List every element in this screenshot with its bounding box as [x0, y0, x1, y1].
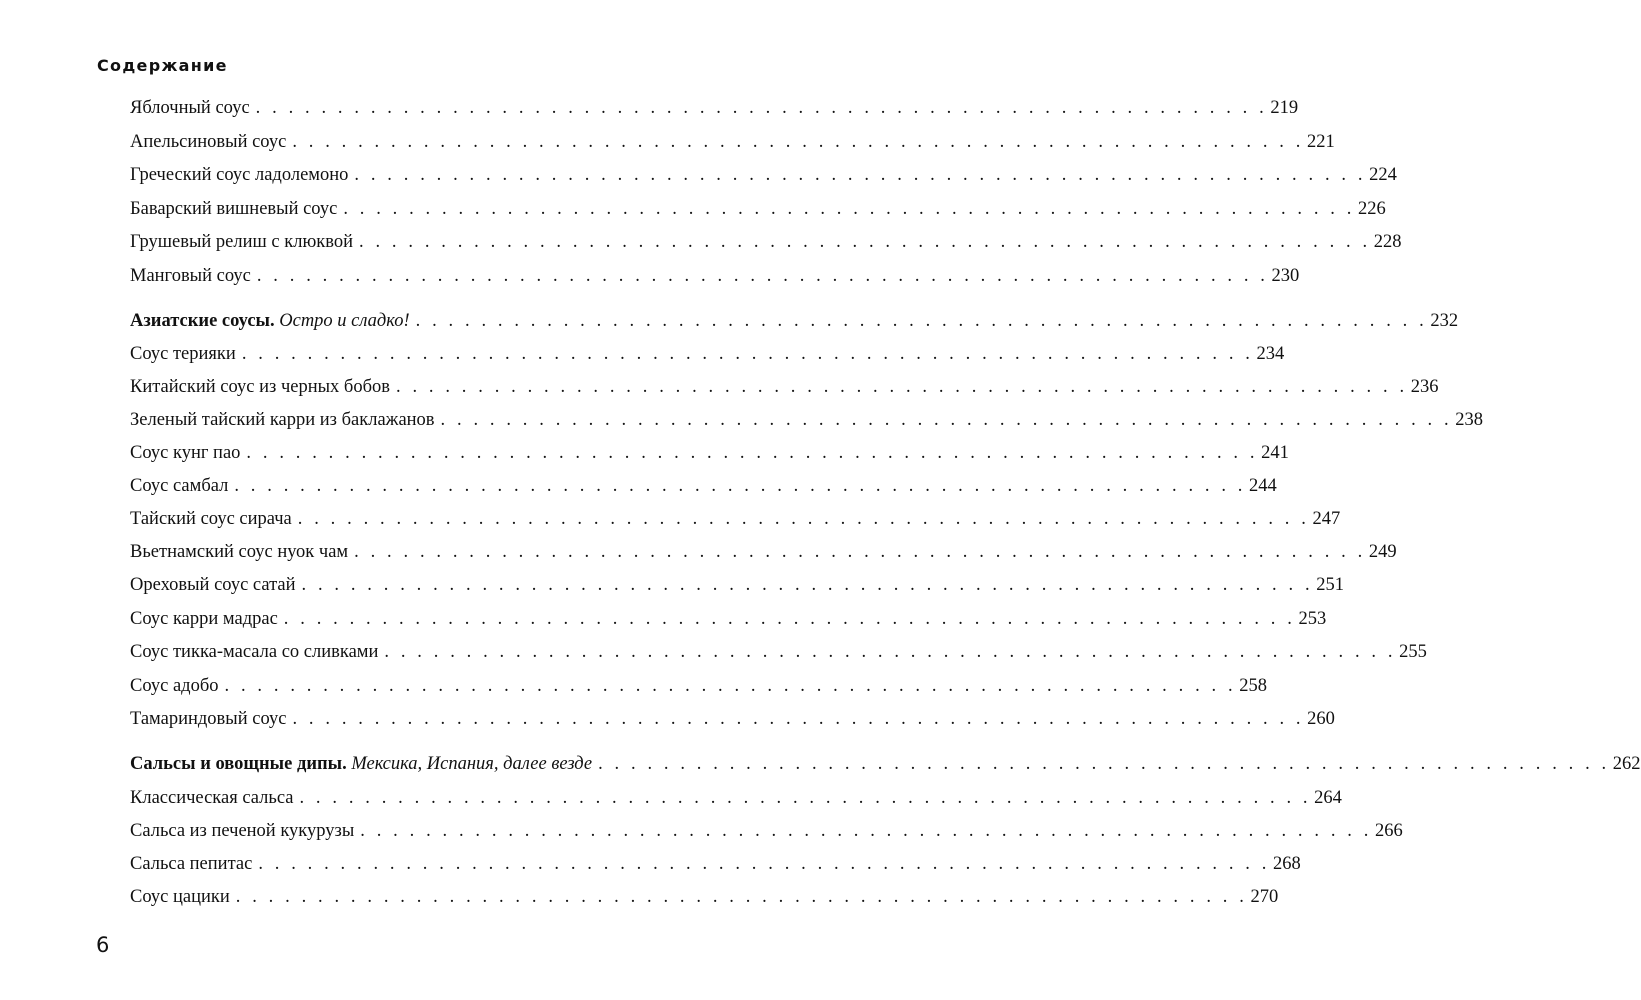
toc-entry-text: Сальса пепитас — [130, 854, 253, 874]
toc-entry — [130, 162, 1397, 188]
dot-leader: . . . . . . . . . . . . . . . . . . . . . . . . . . . . . . . . . . . . . . . . . . . . . . . . . . . . . . . . . . . . . . — [255, 98, 1268, 118]
toc-entry-title — [130, 162, 348, 188]
toc-section-title: Сальсы и овощные дипы. — [130, 754, 347, 774]
toc-entry-title — [130, 818, 354, 844]
toc-entry-text: Тайский соус сирача — [130, 509, 292, 529]
dot-leader: . . . . . . . . . . . . . . . . . . . . . . . . . . . . . . . . . . . . . . . . . . . . . . . . . . . . . . . . . . . . . . — [354, 542, 1366, 562]
toc-entry-page: 270 — [1250, 887, 1279, 907]
dot-leader: . . . . . . . . . . . . . . . . . . . . . . . . . . . . . . . . . . . . . . . . . . . . . . . . . . . . . . . . . . . . . . — [396, 377, 1408, 397]
toc-entry-text: Зеленый тайский карри из баклажанов — [130, 410, 435, 430]
dot-leader: . . . . . . . . . . . . . . . . . . . . . . . . . . . . . . . . . . . . . . . . . . . . . . . . . . . . . . . . . . . . . . — [360, 821, 1372, 841]
toc-entry-title — [130, 851, 252, 877]
toc-entry — [130, 851, 1301, 877]
dot-leader: . . . . . . . . . . . . . . . . . . . . . . . . . . . . . . . . . . . . . . . . . . . . . . . . . . . . . . . . . . . . . . — [343, 199, 1355, 219]
toc-entry-page: 247 — [1312, 509, 1341, 529]
toc-entry — [130, 639, 1427, 665]
toc-entry-title — [130, 374, 390, 400]
toc-entry-text: Соус адобо — [130, 676, 219, 696]
toc-entry-title — [130, 706, 286, 732]
toc-entry — [130, 129, 1335, 155]
dot-leader: . . . . . . . . . . . . . . . . . . . . . . . . . . . . . . . . . . . . . . . . . . . . . . . . . . . . . . . . . . . . . . — [301, 575, 1314, 595]
toc-section-title: Азиатские соусы. — [130, 311, 275, 331]
toc-entry-title — [130, 506, 292, 532]
toc-entry-page: 219 — [1270, 98, 1299, 118]
dot-leader: . . . . . . . . . . . . . . . . . . . . . . . . . . . . . . . . . . . . . . . . . . . . . . . . . . . . . . . . . . . . . . — [292, 709, 1305, 729]
toc-entry — [130, 818, 1403, 844]
toc-entry — [130, 539, 1397, 565]
toc-entry-text: Китайский соус из черных бобов — [130, 377, 390, 397]
toc-entry-title — [130, 341, 236, 367]
dot-leader: . . . . . . . . . . . . . . . . . . . . . . . . . . . . . . . . . . . . . . . . . . . . . . . . . . . . . . . . . . . . . . — [359, 232, 1371, 252]
toc-entry-page: 244 — [1249, 476, 1277, 496]
toc-entry-page: 221 — [1307, 132, 1335, 152]
toc-entry-text: Манговый соус — [130, 266, 251, 286]
toc-entry-title — [130, 129, 286, 155]
toc-entry-title — [130, 407, 435, 433]
toc-entry-title — [130, 263, 251, 289]
toc-entry-text: Соус тикка-масала со сливками — [130, 642, 379, 662]
toc-entry-text: Соус карри мадрас — [130, 609, 278, 629]
toc-entry-page: 226 — [1358, 199, 1386, 219]
toc-entry-page: 251 — [1316, 575, 1344, 595]
toc-entry-page: 268 — [1273, 854, 1301, 874]
dot-leader: . . . . . . . . . . . . . . . . . . . . . . . . . . . . . . . . . . . . . . . . . . . . . . . . . . . . . . . . . . . . . . — [246, 443, 1259, 463]
toc-entry-text: Соус кунг пао — [130, 443, 241, 463]
dot-leader: . . . . . . . . . . . . . . . . . . . . . . . . . . . . . . . . . . . . . . . . . . . . . . . . . . . . . . . . . . . . . . — [299, 788, 1312, 808]
toc-entry-page: 234 — [1256, 344, 1285, 364]
toc-entry-text: Соус самбал — [130, 476, 229, 496]
dot-leader: . . . . . . . . . . . . . . . . . . . . . . . . . . . . . . . . . . . . . . . . . . . . . . . . . . . . . . . . . . . . . . — [415, 311, 1428, 331]
dot-leader: . . . . . . . . . . . . . . . . . . . . . . . . . . . . . . . . . . . . . . . . . . . . . . . . . . . . . . . . . . . . . . — [384, 642, 1397, 662]
toc-section-subtitle: Мексика, Испания, далее везде — [351, 754, 593, 774]
dot-leader: . . . . . . . . . . . . . . . . . . . . . . . . . . . . . . . . . . . . . . . . . . . . . . . . . . . . . . . . . . . . . . — [297, 509, 1310, 529]
toc-entry-page: 264 — [1314, 788, 1342, 808]
toc-entry-title — [130, 229, 353, 255]
toc-entry-page: 255 — [1399, 642, 1427, 662]
toc-entry-title — [130, 95, 250, 121]
dot-leader: . . . . . . . . . . . . . . . . . . . . . . . . . . . . . . . . . . . . . . . . . . . . . . . . . . . . . . . . . . . . . . — [292, 132, 1304, 152]
toc-entry — [130, 706, 1335, 732]
toc-entry-page: 266 — [1374, 821, 1403, 841]
toc-entry-title — [130, 539, 348, 565]
toc-entry — [130, 506, 1341, 532]
toc-entry — [130, 884, 1279, 910]
toc-entry — [130, 263, 1300, 289]
dot-leader: . . . . . . . . . . . . . . . . . . . . . . . . . . . . . . . . . . . . . . . . . . . . . . . . . . . . . . . . . . . . . . — [258, 854, 1270, 874]
toc-entry — [130, 473, 1277, 499]
toc-entry-text: Тамариндовый соус — [130, 709, 287, 729]
dot-leader: . . . . . . . . . . . . . . . . . . . . . . . . . . . . . . . . . . . . . . . . . . . . . . . . . . . . . . . . . . . . . . — [440, 410, 1453, 430]
page-header: Содержание — [97, 56, 228, 75]
page-number: 6 — [96, 933, 110, 957]
toc-entry-text: Грушевый релиш с клюквой — [130, 232, 354, 252]
toc-entry-title — [130, 673, 219, 699]
dot-leader: . . . . . . . . . . . . . . . . . . . . . . . . . . . . . . . . . . . . . . . . . . . . . . . . . . . . . . . . . . . . . . — [256, 266, 1269, 286]
toc-entry-title — [130, 606, 278, 632]
toc-entry-text: Апельсиновый соус — [130, 132, 287, 152]
toc-section-entry — [130, 308, 1459, 334]
toc-entry-page: 241 — [1261, 443, 1289, 463]
toc-entry-page: 262 — [1612, 754, 1641, 774]
toc-entry-text: Соус терияки — [130, 344, 236, 364]
toc-entry — [130, 95, 1299, 121]
toc-entry-text: Ореховый соус сатай — [130, 575, 296, 595]
toc-entry-text: Вьетнамский соус нуок чам — [130, 542, 349, 562]
toc-entry-page: 228 — [1373, 232, 1402, 252]
toc-entry-title — [130, 196, 337, 222]
toc-entry-title — [130, 884, 230, 910]
toc-section-subtitle: Остро и сладко! — [279, 311, 410, 331]
toc-entry-text: Греческий соус ладолемоно — [130, 165, 349, 185]
toc-entry-page: 236 — [1410, 377, 1439, 397]
toc-entry-text: Баварский вишневый соус — [130, 199, 338, 219]
toc-entry-title — [130, 785, 293, 811]
toc-entry — [130, 572, 1344, 598]
toc-entry-title — [130, 308, 410, 334]
toc-entry-page: 260 — [1307, 709, 1335, 729]
toc-entry-text: Классическая сальса — [130, 788, 294, 808]
toc-entry-text: Яблочный соус — [130, 98, 250, 118]
toc-entry-text: Сальса из печеной кукурузы — [130, 821, 355, 841]
dot-leader: . . . . . . . . . . . . . . . . . . . . . . . . . . . . . . . . . . . . . . . . . . . . . . . . . . . . . . . . . . . . . . — [234, 476, 1247, 496]
toc-entry — [130, 785, 1342, 811]
dot-leader: . . . . . . . . . . . . . . . . . . . . . . . . . . . . . . . . . . . . . . . . . . . . . . . . . . . . . . . . . . . . . . — [354, 165, 1367, 185]
toc-section-entry — [130, 751, 1641, 777]
toc-entry — [130, 407, 1483, 433]
toc-entry-page: 253 — [1298, 609, 1327, 629]
toc-entry-page: 249 — [1368, 542, 1397, 562]
toc-entry — [130, 440, 1289, 466]
toc-entry-title — [130, 473, 228, 499]
toc-entry-page: 258 — [1239, 676, 1267, 696]
toc-entry — [130, 196, 1386, 222]
toc-entry — [130, 341, 1285, 367]
toc-entry-title — [130, 572, 296, 598]
toc-entry-text: Соус цацики — [130, 887, 230, 907]
toc-entry-page: 238 — [1455, 410, 1483, 430]
toc-entry-page: 230 — [1271, 266, 1300, 286]
toc-entry-page: 232 — [1430, 311, 1459, 331]
toc-entry-title — [130, 751, 592, 777]
dot-leader: . . . . . . . . . . . . . . . . . . . . . . . . . . . . . . . . . . . . . . . . . . . . . . . . . . . . . . . . . . . . . . — [241, 344, 1254, 364]
dot-leader: . . . . . . . . . . . . . . . . . . . . . . . . . . . . . . . . . . . . . . . . . . . . . . . . . . . . . . . . . . . . . . — [224, 676, 1237, 696]
dot-leader: . . . . . . . . . . . . . . . . . . . . . . . . . . . . . . . . . . . . . . . . . . . . . . . . . . . . . . . . . . . . . . — [283, 609, 1296, 629]
toc-entry-title — [130, 639, 378, 665]
toc-entry — [130, 229, 1402, 255]
toc-entry-page: 224 — [1369, 165, 1397, 185]
toc-entry — [130, 673, 1267, 699]
toc-entry — [130, 374, 1439, 400]
dot-leader: . . . . . . . . . . . . . . . . . . . . . . . . . . . . . . . . . . . . . . . . . . . . . . . . . . . . . . . . . . . . . . — [235, 887, 1248, 907]
toc-entry-title — [130, 440, 240, 466]
toc-entry — [130, 606, 1327, 632]
dot-leader: . . . . . . . . . . . . . . . . . . . . . . . . . . . . . . . . . . . . . . . . . . . . . . . . . . . . . . . . . . . . . . — [598, 754, 1610, 774]
